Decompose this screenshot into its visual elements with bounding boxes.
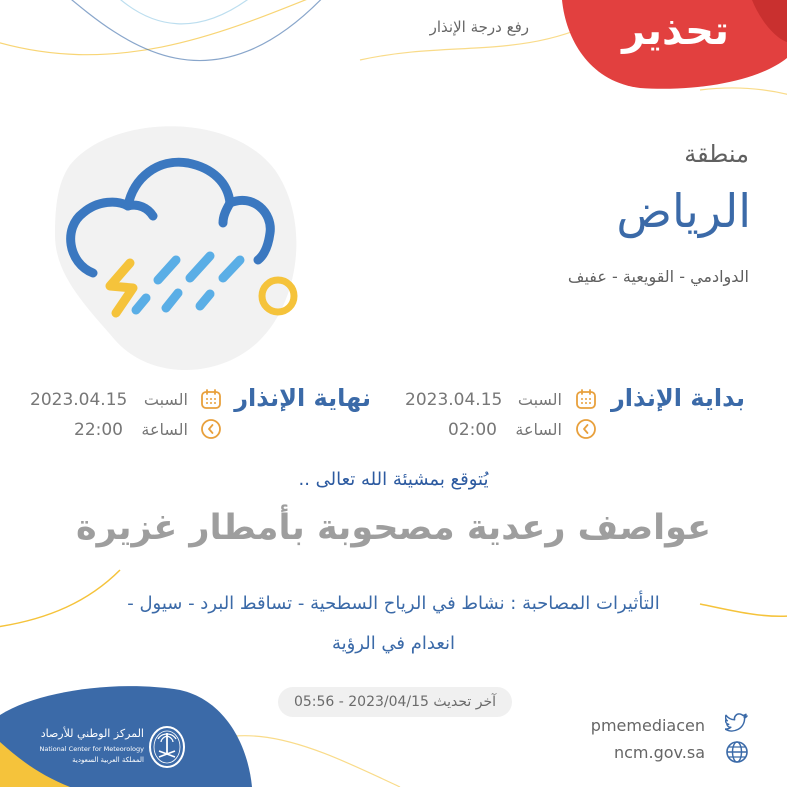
globe-icon[interactable] (725, 740, 749, 764)
clock-icon (200, 418, 222, 440)
warning-end-day: السبت (143, 390, 188, 409)
twitter-handle[interactable]: pmemediacen (590, 716, 705, 735)
warning-start-time: 02:00 (448, 420, 497, 440)
ncm-emblem-icon (148, 725, 186, 769)
effects-line-1: التأثيرات المصاحبة : نشاط في الرياح السطحية - تساقط البرد - سيول - (127, 593, 660, 614)
twitter-icon[interactable] (725, 712, 749, 734)
warning-start-day: السبت (517, 390, 562, 409)
last-update: آخر تحديث 2023/04/15 - 05:56 (278, 687, 512, 717)
warning-label: تحذير (622, 8, 729, 54)
forecast-intro: يُتوقع بمشيئة الله تعالى .. (298, 469, 489, 490)
warning-end-date: 2023.04.15 (30, 390, 128, 410)
raise-level-text: رفع درجة الإنذار (429, 18, 529, 36)
calendar-icon (200, 388, 222, 410)
subregions: الدوادمي - القويعية - عفيف (567, 267, 749, 286)
effects-line-2: انعدام في الرؤية (331, 633, 456, 654)
warning-start-time-label: الساعة (515, 420, 562, 439)
warning-end-time-label: الساعة (141, 420, 188, 439)
calendar-icon (575, 388, 597, 410)
thunderstorm-rain-icon (58, 148, 308, 328)
website-link[interactable]: ncm.gov.sa (613, 743, 705, 762)
forecast-effects (100, 584, 687, 664)
warning-end-title: نهاية الإنذار (234, 384, 371, 412)
ncm-kingdom: المملكة العربية السعودية (72, 756, 144, 764)
region-label: منطقة (684, 140, 749, 168)
warning-start-date: 2023.04.15 (405, 390, 503, 410)
warning-start-title: بداية الإنذار (610, 384, 745, 412)
region-name: الرياض (616, 184, 751, 238)
warning-end-time: 22:00 (74, 420, 123, 440)
clock-icon (575, 418, 597, 440)
ncm-name-english: National Center for Meteorology (39, 745, 144, 753)
ncm-name-arabic: المركز الوطني للأرصاد (40, 727, 144, 740)
forecast-headline: عواصف رعدية مصحوبة بأمطار غزيرة (75, 508, 712, 548)
